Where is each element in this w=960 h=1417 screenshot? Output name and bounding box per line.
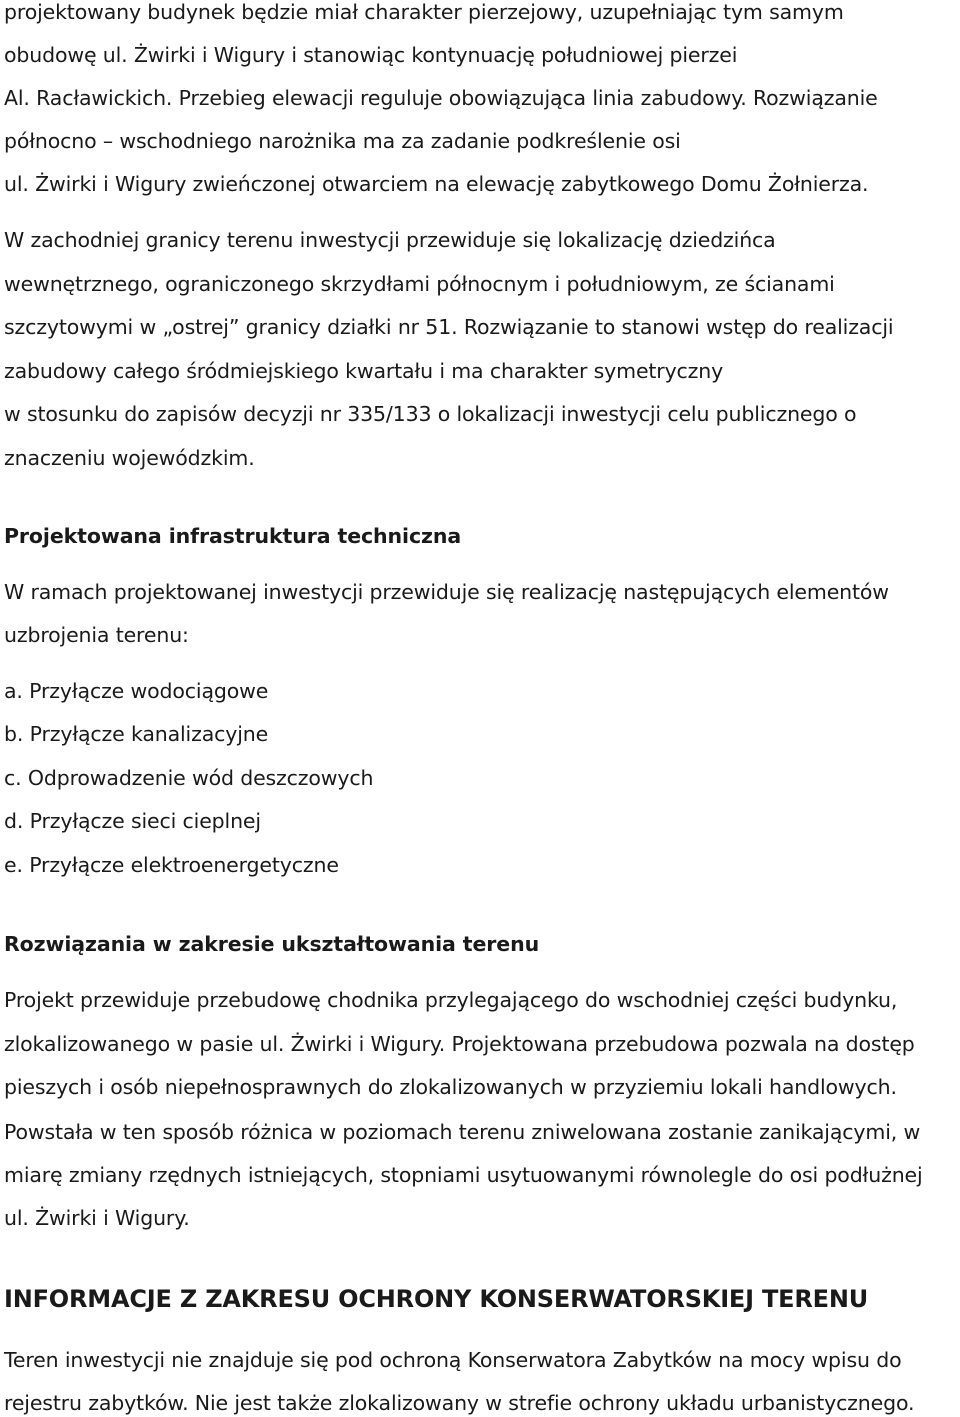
text-line: szczytowymi w „ostrej” granicy działki nr 51. Rozwiązanie to stanowi wstęp do realizacji (4, 315, 894, 339)
text-line: wewnętrznego, ograniczonego skrzydłami północnym i południowym, ze ścianami (4, 272, 835, 296)
text-line: ul. Żwirki i Wigury zwieńczonej otwarciem na elewację zabytkowego Domu Żołnierza. (4, 172, 869, 196)
text-line: zlokalizowanego w pasie ul. Żwirki i Wigury. Projektowana przebudowa pozwala na dostęp (4, 1032, 915, 1056)
text-line: ul. Żwirki i Wigury. (4, 1206, 190, 1230)
section-heading: Rozwiązania w zakresie ukształtowania terenu (4, 932, 540, 956)
text-line: uzbrojenia terenu: (4, 623, 189, 647)
text-line: W zachodniej granicy terenu inwestycji przewiduje się lokalizację dziedzińca (4, 228, 776, 252)
section-heading: Projektowana infrastruktura techniczna (4, 524, 462, 548)
text-line: projektowany budynek będzie miał charakter pierzejowy, uzupełniając tym samym (4, 0, 844, 24)
text-line: Teren inwestycji nie znajduje się pod ochroną Konserwatora Zabytków na mocy wpisu do (4, 1348, 902, 1372)
text-line: rejestru zabytków. Nie jest także zlokalizowany w strefie ochrony układu urbanistycznego. (4, 1391, 915, 1415)
list-item: b. Przyłącze kanalizacyjne (4, 722, 269, 746)
list-item: e. Przyłącze elektroenergetyczne (4, 853, 339, 877)
section-heading: INFORMACJE Z ZAKRESU OCHRONY KONSERWATORSKIEJ TERENU (4, 1285, 869, 1313)
text-line: pieszych i osób niepełnosprawnych do zlokalizowanych w przyziemiu lokali handlowych. (4, 1075, 897, 1099)
text-line: zabudowy całego śródmiejskiego kwartału i ma charakter symetryczny (4, 359, 724, 383)
list-item: d. Przyłącze sieci cieplnej (4, 809, 261, 833)
text-line: Projekt przewiduje przebudowę chodnika przylegającego do wschodniej części budynku, (4, 988, 898, 1012)
text-line: w stosunku do zapisów decyzji nr 335/133 o lokalizacji inwestycji celu publicznego o (4, 402, 857, 426)
text-line: miarę zmiany rzędnych istniejących, stopniami usytuowanymi równolegle do osi podłużnej (4, 1163, 923, 1187)
text-line: obudowę ul. Żwirki i Wigury i stanowiąc kontynuację południowej pierzei (4, 43, 738, 67)
list-item: c. Odprowadzenie wód deszczowych (4, 766, 374, 790)
text-line: Al. Racławickich. Przebieg elewacji reguluje obowiązująca linia zabudowy. Rozwiązanie (4, 86, 878, 110)
text-line: W ramach projektowanej inwestycji przewiduje się realizację następujących elementów (4, 580, 889, 604)
list-item: a. Przyłącze wodociągowe (4, 679, 269, 703)
text-line: północno – wschodniego narożnika ma za zadanie podkreślenie osi (4, 129, 681, 153)
text-line: Powstała w ten sposób różnica w poziomach terenu zniwelowana zostanie zanikającymi, w (4, 1120, 921, 1144)
text-line: znaczeniu wojewódzkim. (4, 446, 255, 470)
